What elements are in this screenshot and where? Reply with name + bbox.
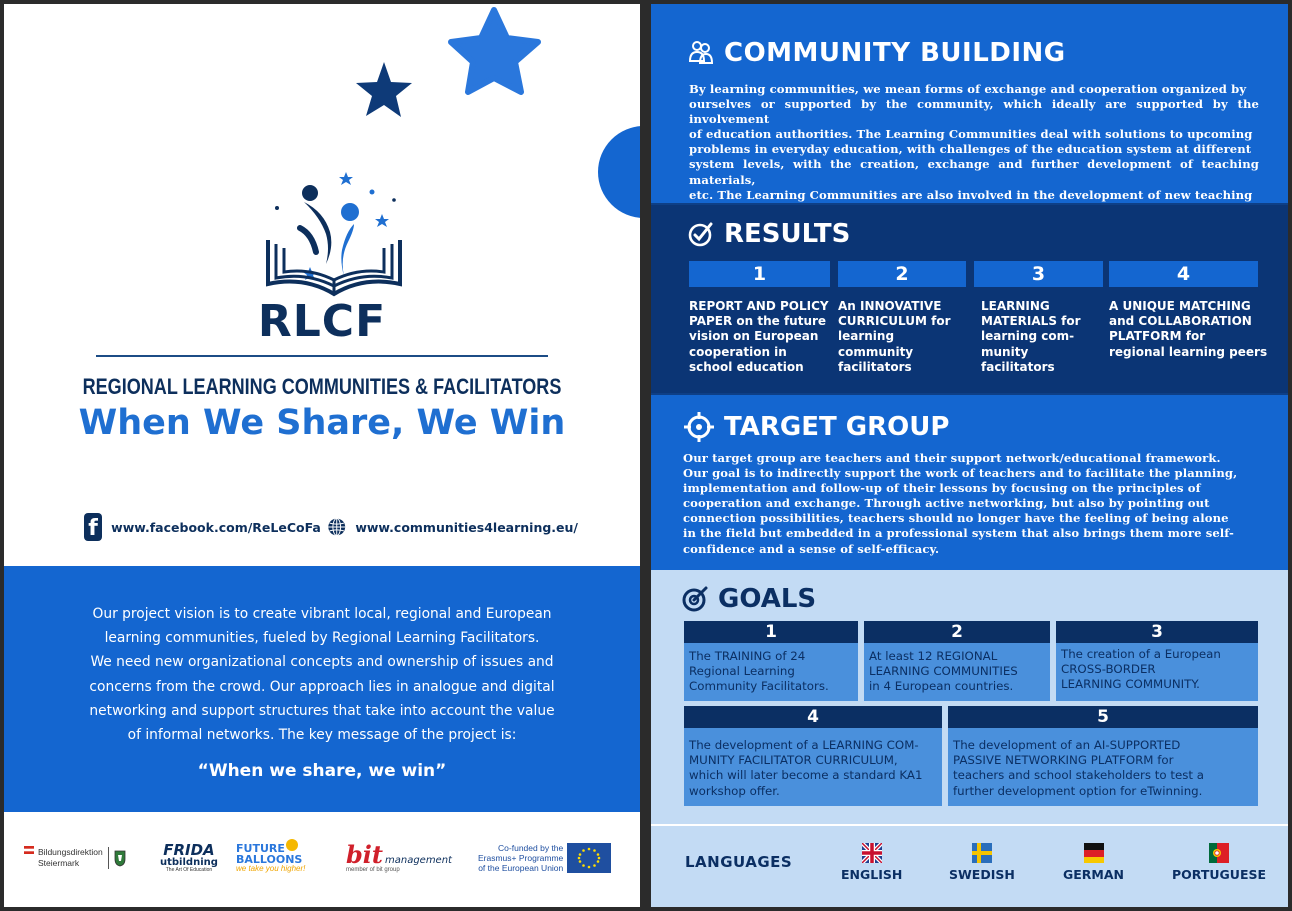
result-line: regional learning peers: [1109, 344, 1268, 359]
germany-flag-icon: [1084, 843, 1104, 863]
result-number: 4: [1109, 261, 1258, 287]
community-text: [689, 82, 1259, 218]
text-line: By learning communities, we mean forms of exchange and cooperation organized by: [689, 82, 1247, 96]
result-number: 2: [838, 261, 966, 287]
result-line: PAPER on the future: [689, 314, 827, 329]
balloon-icon: [286, 839, 298, 851]
result-line: school education: [689, 359, 804, 374]
goal-line: The development of an AI-SUPPORTED: [953, 738, 1181, 752]
text-line: Our target group are teachers and their support network/educational framework.: [683, 451, 1221, 465]
bit-tag: member of bit group: [346, 867, 400, 873]
result-text: [981, 299, 1105, 375]
community-heading: [687, 38, 1066, 68]
vision-line: learning communities, fueled by Regional Learning Facilitators.: [104, 630, 540, 647]
goal-card: [948, 706, 1258, 806]
goal-line: further development option for eTwinning.: [953, 783, 1203, 798]
goal-card: [684, 706, 942, 806]
goal-text: [869, 649, 1046, 695]
text-line: problems in everyday education, with challenges of the education system at different: [689, 142, 1252, 157]
right-page: [651, 4, 1288, 907]
text-line: confidence and a sense of self-efficacy.: [683, 541, 940, 556]
goal-card: [864, 621, 1050, 701]
vision-line: concerns from the crowd. Our approach lies in analogue and digital: [89, 678, 555, 695]
facebook-icon[interactable]: f: [84, 513, 102, 541]
text-line: cooperation and exchange. Through active networking, but also by pointing out: [683, 496, 1210, 511]
goal-line: workshop offer.: [689, 783, 780, 798]
sweden-flag-icon: [972, 843, 992, 863]
frida-sub: utbildning: [160, 857, 218, 868]
eu-flag-icon: [567, 843, 611, 873]
bildungsdirektion-logo: [24, 838, 142, 878]
future-balloons-logo: [236, 838, 331, 878]
text-line: connection possibilities, teachers should no longer have the feeling of being alone: [683, 511, 1229, 526]
key-message: “When we share, we win”: [197, 761, 447, 781]
result-line: munity facilitators: [981, 344, 1055, 374]
text-line: etc. The Learning Communities are also involved in the development of new teaching: [689, 187, 1253, 202]
facebook-link[interactable]: www.facebook.com/ReLeCoFa: [111, 519, 321, 535]
languages-label: LANGUAGES: [685, 853, 793, 871]
target-text: [683, 451, 1259, 557]
bit-name: bit: [346, 840, 383, 869]
text-line: system levels, with the creation, exchange and further development of teaching materials,: [689, 157, 1259, 187]
result-line: and COLLABORATION: [1109, 314, 1252, 329]
future-line1: FUTURE: [236, 842, 285, 855]
frida-logo: [160, 838, 220, 878]
goal-line: The development of a LEARNING COM-: [689, 738, 919, 752]
future-line2: BALLOONS: [236, 853, 303, 866]
goal-line: MUNITY FACILITATOR CURRICULUM,: [689, 753, 898, 768]
eu-line: Erasmus+ Programme: [478, 853, 564, 863]
logo-text: RLCF: [257, 296, 387, 347]
result-line: learning com-: [981, 329, 1075, 344]
goal-line: teachers and school stakeholders to test a: [953, 768, 1204, 783]
vision-line: We need new organizational concepts and ownership of issues and: [90, 654, 554, 671]
eu-line: Co-funded by the: [498, 843, 564, 853]
future-tag: we take you higher!: [236, 864, 306, 873]
language-portuguese: [1172, 843, 1266, 882]
target-group-section: [651, 395, 1288, 570]
project-subtitle: REGIONAL LEARNING COMMUNITIES & FACILITATORS: [82, 374, 562, 399]
results-heading-text: RESULTS: [724, 219, 851, 249]
text-line: ourselves or supported by the community, which ideally are supported by the involvement: [689, 97, 1259, 127]
goal-text: [1061, 647, 1254, 693]
vision-line: of informal networks. The key message of the project is:: [127, 727, 517, 744]
languages-section: [651, 826, 1288, 907]
result-text: [838, 299, 972, 375]
text-line: of education authorities. The Learning Communities deal with solutions to upcoming: [689, 127, 1253, 142]
text-line: implementation and follow-up of their lessons by focusing on the principles of: [683, 481, 1201, 496]
goal-line: PASSIVE NETWORKING PLATFORM for: [953, 753, 1174, 768]
goal-text: [953, 738, 1254, 799]
target-heading-text: TARGET GROUP: [724, 412, 950, 442]
people-icon: [687, 39, 715, 67]
portugal-flag-icon: [1209, 843, 1229, 863]
bit-management-logo: [346, 838, 461, 878]
social-links: [84, 512, 584, 542]
text-line: Our goal is to indirectly support the work of teachers and to facilitate the planning,: [683, 466, 1238, 481]
result-line: cooperation in: [689, 344, 787, 359]
goal-card: [1056, 621, 1258, 701]
goal-line: Community Facilitators.: [689, 679, 829, 694]
tagline: When We Share, We Win: [78, 403, 566, 443]
goal-card: [684, 621, 858, 701]
crest-icon: [114, 849, 126, 867]
language-german: [1063, 843, 1124, 882]
result-text: [1109, 299, 1269, 360]
result-line: PLATFORM for: [1109, 329, 1206, 344]
result-line: A UNIQUE MATCHING: [1109, 299, 1251, 313]
result-line: vision on European: [689, 329, 819, 344]
language-english: [841, 843, 902, 882]
target-heading: [683, 411, 949, 443]
frida-tag: The Art Of Education: [165, 867, 213, 873]
eu-line: of the European Union: [478, 863, 564, 873]
goal-line: LEARNING COMMUNITIES: [869, 664, 1018, 679]
globe-icon[interactable]: [327, 512, 346, 542]
result-line: learning community: [838, 329, 914, 359]
crosshair-icon: [683, 411, 715, 443]
goal-line: LEARNING COMMUNITY.: [1061, 677, 1200, 692]
result-text: [689, 299, 837, 375]
community-building-section: [651, 4, 1288, 203]
goal-number: 5: [948, 706, 1258, 728]
bildung-line1: Bildungsdirektion: [38, 847, 103, 857]
language-name: GERMAN: [1063, 867, 1124, 882]
goal-line: in 4 European countries.: [869, 679, 1014, 694]
community-heading-text: COMMUNITY BUILDING: [724, 38, 1066, 68]
goal-line: which will later become a standard KA1: [689, 768, 923, 783]
goal-number: 2: [864, 621, 1050, 643]
uk-flag-icon: [862, 843, 882, 863]
result-line: MATERIALS for: [981, 314, 1081, 329]
results-heading: [687, 219, 850, 249]
left-page: [4, 4, 640, 907]
divider: [96, 355, 548, 357]
website-link[interactable]: www.communities4learning.eu/: [355, 519, 578, 535]
goals-heading: [681, 584, 816, 614]
goal-text: [689, 649, 854, 695]
goal-text: [689, 738, 938, 799]
results-section: [651, 205, 1288, 393]
goal-line: At least 12 REGIONAL: [869, 649, 998, 663]
goal-line: The TRAINING of 24: [689, 649, 806, 663]
language-name: ENGLISH: [841, 867, 903, 882]
partner-logos: [4, 812, 640, 907]
goal-number: 4: [684, 706, 942, 728]
star-dark-icon: [356, 62, 412, 117]
goal-line: The creation of a European: [1061, 647, 1221, 661]
vision-line: Our project vision is to create vibrant local, regional and European: [92, 606, 552, 622]
vision-text: [74, 602, 570, 747]
language-name: SWEDISH: [949, 867, 1015, 882]
result-line: facilitators: [838, 359, 912, 374]
frida-name: FRIDA: [163, 841, 215, 859]
text-line: in the field but embedded in a professional system that also brings them more self-: [683, 526, 1234, 541]
checkmark-circle-icon: [687, 220, 715, 248]
vision-line: networking and support structures that take into account the value: [89, 702, 555, 719]
result-line: LEARNING: [981, 299, 1050, 313]
goal-number: 1: [684, 621, 858, 643]
result-line: REPORT AND POLICY: [689, 299, 829, 313]
bit-word: management: [384, 855, 452, 866]
goal-line: Regional Learning: [689, 664, 795, 679]
language-swedish: [949, 843, 1015, 882]
result-line: An INNOVATIVE: [838, 299, 942, 313]
goals-section: [651, 570, 1288, 826]
austria-flag-icon: [24, 846, 34, 854]
result-line: CURRICULUM for: [838, 314, 951, 329]
goals-heading-text: GOALS: [718, 584, 817, 614]
erasmus-cofunded-logo: [478, 838, 624, 878]
goal-number: 3: [1056, 621, 1258, 643]
bildung-line2: Steiermark: [38, 858, 80, 868]
language-name: PORTUGUESE: [1172, 867, 1267, 882]
result-number: 1: [689, 261, 830, 287]
vision-section: [4, 566, 640, 812]
goal-line: CROSS-BORDER: [1061, 662, 1156, 677]
result-number: 3: [974, 261, 1103, 287]
target-check-icon: [681, 585, 709, 613]
